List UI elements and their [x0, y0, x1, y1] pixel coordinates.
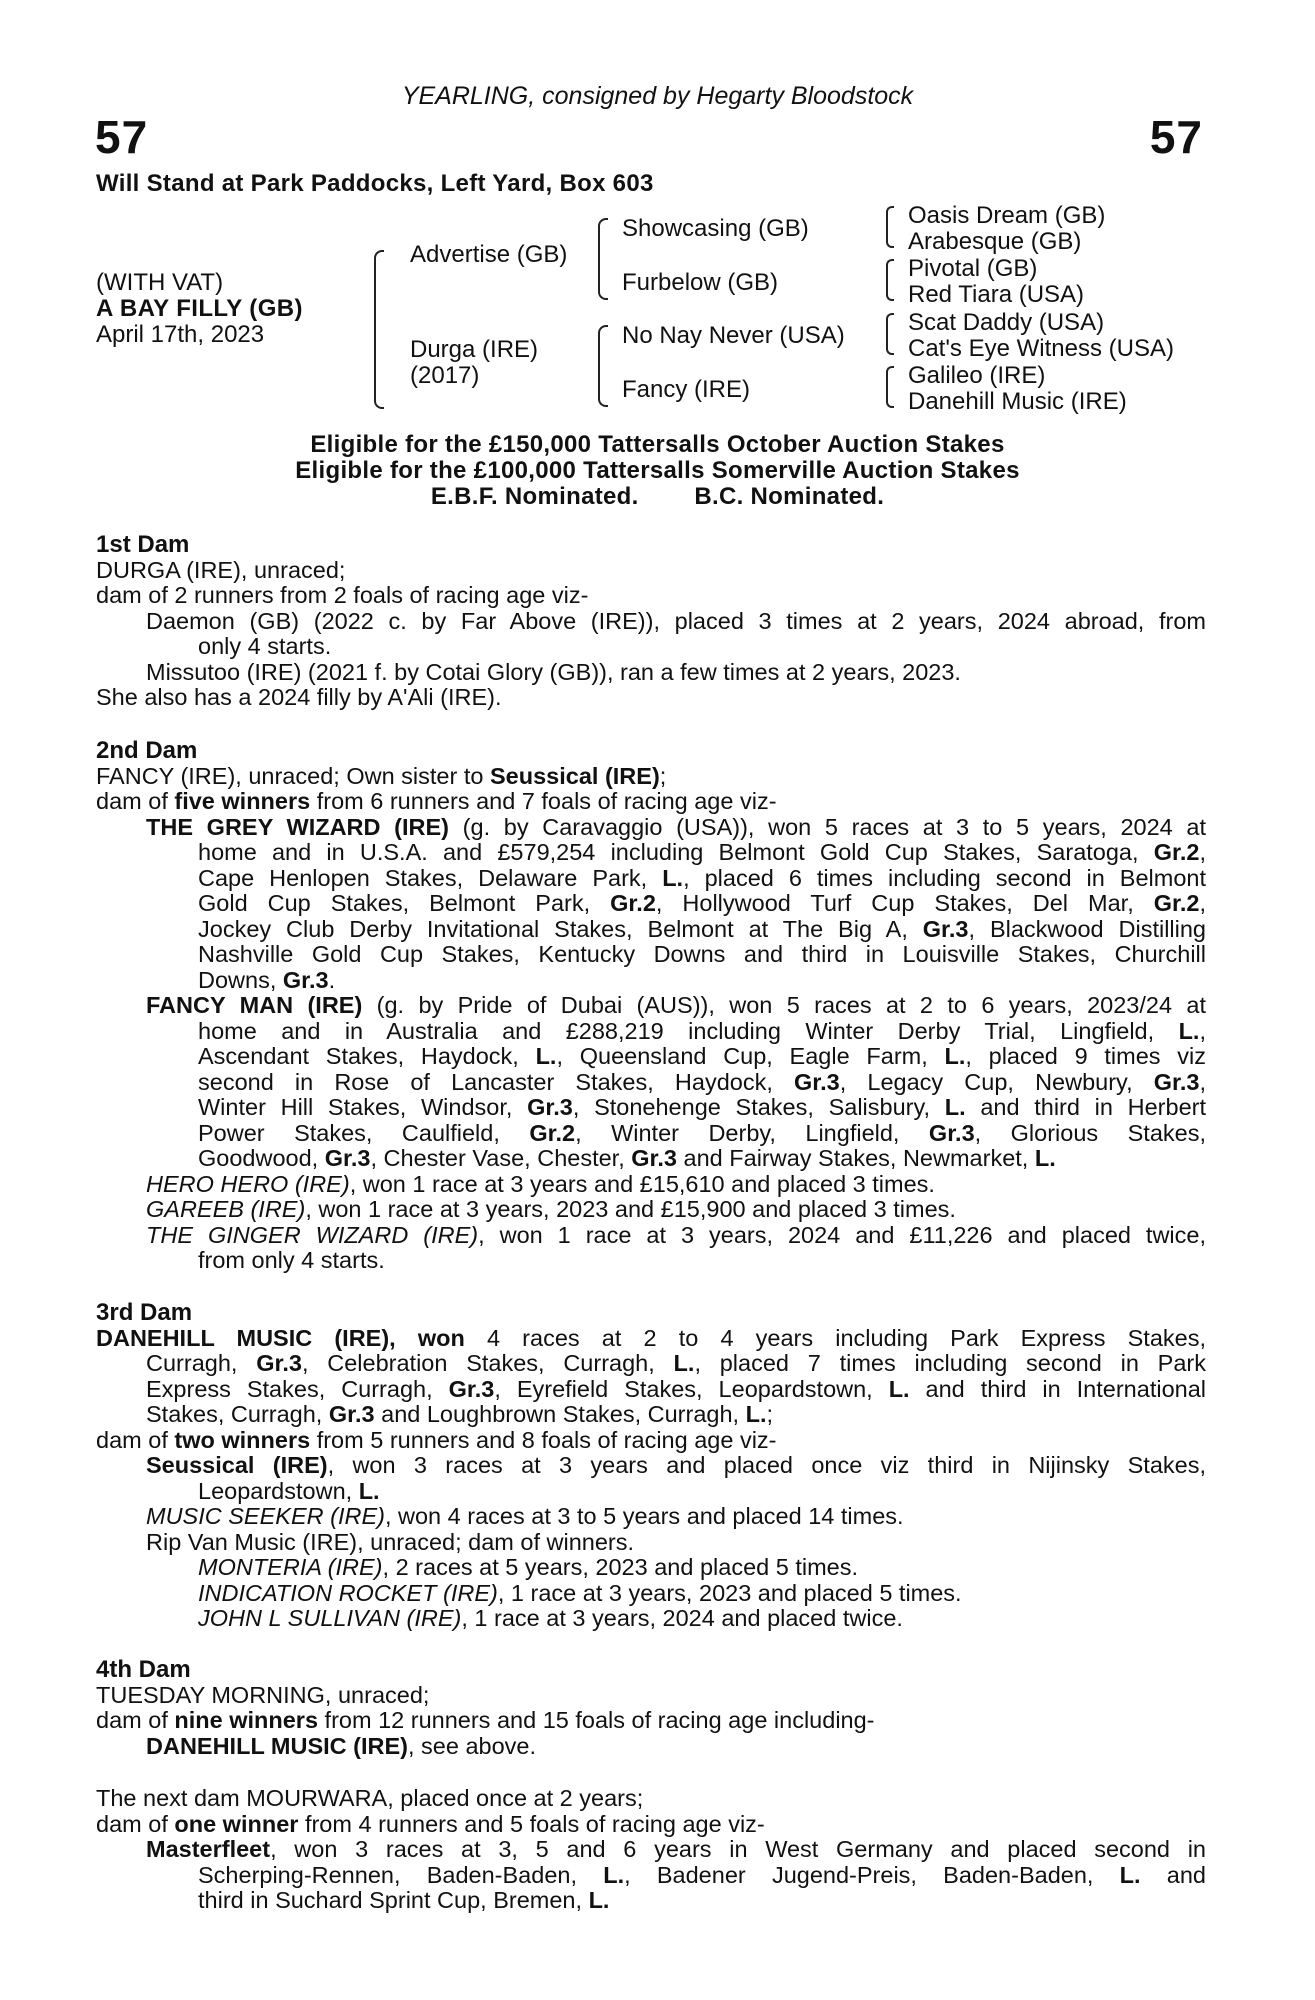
third-dam-line-2: Curragh, Gr.3, Celebration Stakes, Curragh, L., placed 7 times including second in Park: [146, 1350, 1206, 1376]
pedigree-ssd: Arabesque (GB): [908, 228, 1082, 255]
fancy-man-line-2: home and in Australia and £288,219 including Winter Derby Trial, Lingfield, L.,: [198, 1017, 1206, 1044]
monteria-entry: MONTERIA (IRE), 2 races at 5 years, 2023 and placed 5 times.: [198, 1554, 859, 1580]
first-dam-produce-summary: dam of 2 runners from 2 foals of racing age viz-: [96, 582, 589, 608]
next-dam-line: The next dam MOURWARA, placed once at 2 years;: [96, 1785, 644, 1811]
rip-van-music-entry: Rip Van Music (IRE), unraced; dam of winners.: [146, 1528, 635, 1555]
pedigree-sire-dam: Furbelow (GB): [622, 269, 779, 296]
second-dam-produce-summary: dam of five winners from 6 runners and 7 foals of racing age viz-: [96, 788, 777, 814]
fancy-man-entry: FANCY MAN (IRE) (g. by Pride of Dubai (AUS)), won 5 races at 2 to 6 years, 2023/24 at: [146, 992, 1207, 1018]
fancy-man-line-6: Power Stakes, Caulfield, Gr.2, Winter Derby, Lingfield, Gr.3, Glorious Stakes,: [198, 1119, 1206, 1146]
pedigree-dam-sire: No Nay Never (USA): [622, 322, 845, 349]
consignor-line: YEARLING, consigned by Hegarty Bloodstock: [401, 82, 914, 110]
john-l-sullivan-entry: JOHN L SULLIVAN (IRE), 1 race at 3 years, 2024 and placed twice.: [198, 1605, 903, 1631]
seussical-entry: Seussical (IRE), won 3 races at 3 years and placed once viz third in Nijinsky Stakes,: [146, 1452, 1206, 1478]
third-dam-line-3: Express Stakes, Curragh, Gr.3, Eyrefield Stakes, Leopardstown, L. and third in International: [146, 1375, 1206, 1402]
fancy-man-line-4: second in Rose of Lancaster Stakes, Haydock, Gr.3, Legacy Cup, Newbury, Gr.3,: [198, 1068, 1206, 1095]
pedigree-sire: Advertise (GB): [410, 241, 568, 268]
eligibility-nominations: E.B.F. Nominated. B.C. Nominated.: [430, 483, 885, 510]
eligibility-somerville: Eligible for the £100,000 Tattersalls Somerville Auction Stakes: [295, 457, 1020, 484]
first-dam-section: [96, 532, 1206, 711]
lot-number-right: 57: [1149, 111, 1203, 163]
pedigree-dam-year: (2017): [410, 362, 480, 389]
third-dam-line-4: Stakes, Curragh, Gr.3 and Loughbrown Stakes, Curragh, L.;: [146, 1401, 774, 1427]
pedigree-sds: Pivotal (GB): [908, 255, 1038, 282]
pedigree-ddd: Danehill Music (IRE): [908, 388, 1127, 415]
pedigree-brace-dam: [598, 325, 608, 407]
fancy-man-line-7: Goodwood, Gr.3, Chester Vase, Chester, Gr.3 and Fairway Stakes, Newmarket, L.: [198, 1145, 1056, 1171]
grey-wizard-line-6: Nashville Gold Cup Stakes, Kentucky Downs and third in Louisville Stakes, Churchill: [198, 941, 1206, 967]
second-dam-section: [96, 738, 1206, 1274]
masterfleet-entry: Masterfleet, won 3 races at 3, 5 and 6 years in West Germany and placed second in: [146, 1836, 1206, 1862]
pedigree-brace-sd: [886, 259, 894, 301]
second-dam-line: FANCY (IRE), unraced; Own sister to Seussical (IRE);: [96, 762, 667, 789]
third-dam-heading: 3rd Dam: [96, 1299, 193, 1326]
pedigree-dds: Galileo (IRE): [908, 362, 1046, 389]
fancy-man-line-5: Winter Hill Stakes, Windsor, Gr.3, Stonehenge Stakes, Salisbury, L. and third in Herbert: [198, 1094, 1206, 1120]
pedigree-sss: Oasis Dream (GB): [908, 202, 1106, 229]
third-dam-line: DANEHILL MUSIC (IRE), won 4 races at 2 to 4 years including Park Express Stakes,: [96, 1324, 1206, 1351]
danehill-music-ref: DANEHILL MUSIC (IRE), see above.: [146, 1732, 537, 1759]
masterfleet-line-2: Scherping-Rennen, Baden-Baden, L., Badener Jugend-Preis, Baden-Baden, L. and: [198, 1861, 1207, 1888]
grey-wizard-line-3: Cape Henlopen Stakes, Delaware Park, L., placed 6 times including second in Belmont: [198, 864, 1206, 891]
grey-wizard-line-4: Gold Cup Stakes, Belmont Park, Gr.2, Hollywood Turf Cup Stakes, Del Mar, Gr.2,: [198, 890, 1206, 916]
next-dam-produce-summary: dam of one winner from 4 runners and 5 foals of racing age viz-: [96, 1810, 765, 1837]
grey-wizard-entry: THE GREY WIZARD (IRE) (g. by Caravaggio (USA)), won 5 races at 3 to 5 years, 2024 at: [146, 813, 1206, 840]
hero-hero-entry: HERO HERO (IRE), won 1 race at 3 years and £15,610 and placed 3 times.: [146, 1170, 935, 1197]
foaling-date: April 17th, 2023: [96, 321, 265, 348]
pedigree-sdd: Red Tiara (USA): [908, 281, 1085, 308]
vat-note: (WITH VAT): [96, 269, 224, 296]
second-dam-heading: 2nd Dam: [96, 737, 198, 764]
seussical-line-2: Leopardstown, L.: [198, 1477, 380, 1504]
fancy-man-line-3: Ascendant Stakes, Haydock, L., Queensland Cup, Eagle Farm, L., placed 9 times viz: [198, 1043, 1207, 1069]
pedigree-sire-sire: Showcasing (GB): [622, 215, 809, 242]
pedigree-brace-sire: [598, 218, 608, 300]
next-dam-section: [96, 1786, 1206, 1914]
fourth-dam-line: TUESDAY MORNING, unraced;: [96, 1681, 430, 1708]
grey-wizard-line-7: Downs, Gr.3.: [198, 966, 336, 993]
pedigree-dam-dam: Fancy (IRE): [622, 376, 751, 403]
fourth-dam-produce-summary: dam of nine winners from 12 runners and 15 foals of racing age including-: [96, 1707, 875, 1733]
pedigree-dss: Scat Daddy (USA): [908, 309, 1105, 336]
pedigree-brace-main: [374, 250, 384, 409]
fourth-dam-heading: 4th Dam: [96, 1656, 191, 1683]
grey-wizard-line-5: Jockey Club Derby Invitational Stakes, Belmont at The Big A, Gr.3, Blackwood Distilling: [198, 915, 1206, 942]
gareeb-entry: GAREEB (IRE), won 1 race at 3 years, 2023 and £15,900 and placed 3 times.: [146, 1196, 956, 1222]
ginger-wizard-line-2: from only 4 starts.: [198, 1247, 385, 1273]
masterfleet-line-3: third in Suchard Sprint Cup, Bremen, L.: [198, 1887, 610, 1913]
indication-rocket-entry: INDICATION ROCKET (IRE), 1 race at 3 years, 2023 and placed 5 times.: [198, 1579, 962, 1606]
grey-wizard-line-2: home and in U.S.A. and £579,254 including Belmont Gold Cup Stakes, Saratoga, Gr.2,: [198, 839, 1206, 865]
pedigree-dam: Durga (IRE): [410, 336, 539, 363]
fourth-dam-section: [96, 1657, 1206, 1759]
pedigree-brace-ss: [886, 206, 894, 248]
first-dam-heading: 1st Dam: [96, 531, 190, 558]
stand-location: Will Stand at Park Paddocks, Left Yard, Box 603: [96, 170, 654, 197]
lot-number-left: 57: [95, 111, 149, 163]
first-dam-foal-missutoo: Missutoo (IRE) (2021 f. by Cotai Glory (GB)), ran a few times at 2 years, 2023.: [146, 658, 961, 685]
pedigree-dsd: Cat's Eye Witness (USA): [908, 335, 1174, 362]
first-dam-2024-filly: She also has a 2024 filly by A'Ali (IRE).: [96, 684, 502, 710]
first-dam-line: DURGA (IRE), unraced;: [96, 556, 346, 583]
first-dam-foal-daemon-cont: only 4 starts.: [198, 633, 332, 659]
third-dam-section: [96, 1300, 1206, 1632]
ginger-wizard-entry: THE GINGER WIZARD (IRE), won 1 race at 3 years, 2024 and £11,226 and placed twice,: [146, 1221, 1206, 1248]
horse-name: A BAY FILLY (GB): [96, 295, 303, 322]
third-dam-produce-summary: dam of two winners from 5 runners and 8 foals of racing age viz-: [96, 1426, 777, 1453]
eligibility-october: Eligible for the £150,000 Tattersalls October Auction Stakes: [310, 431, 1005, 458]
music-seeker-entry: MUSIC SEEKER (IRE), won 4 races at 3 to 5 years and placed 14 times.: [146, 1503, 904, 1529]
pedigree-brace-dd: [886, 366, 894, 408]
first-dam-foal-daemon: Daemon (GB) (2022 c. by Far Above (IRE)), placed 3 times at 2 years, 2024 abroad, from: [146, 607, 1206, 634]
pedigree-brace-ds: [886, 313, 894, 355]
